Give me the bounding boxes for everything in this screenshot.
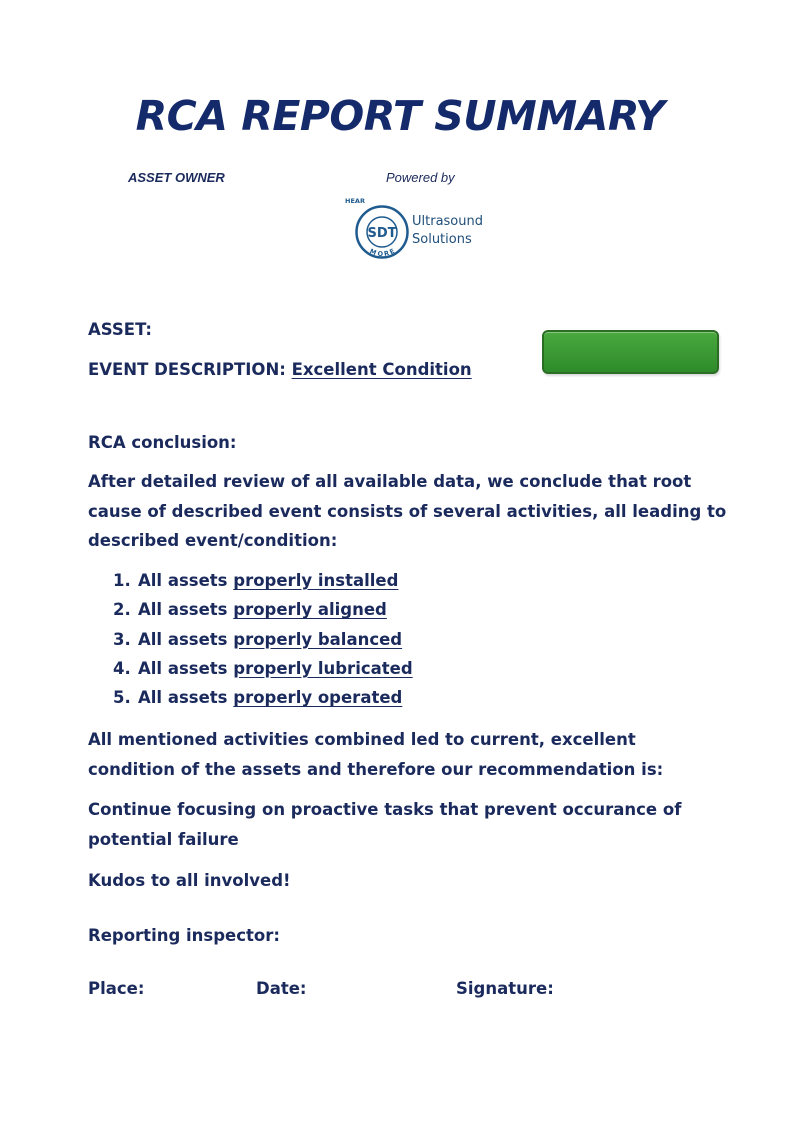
list-item-prefix: All assets	[138, 600, 228, 620]
list-item	[113, 688, 402, 707]
logo-ring-bottom-text: MORE	[368, 247, 396, 259]
list-item	[113, 659, 413, 678]
list-item-highlight: properly installed	[233, 571, 399, 590]
conclusion-summary: All mentioned activities combined led to current, excellent condition of the assets and therefore our recommendation is:	[88, 730, 664, 779]
conclusion-heading: RCA conclusion:	[88, 433, 237, 452]
page-title: RCA REPORT SUMMARY	[135, 92, 665, 140]
logo-wordmark	[412, 213, 483, 249]
logo-badge-text: SDT	[367, 226, 397, 241]
list-item-number: 5.	[113, 688, 131, 708]
list-item-highlight: properly lubricated	[233, 658, 413, 678]
logo-line-2: Solutions	[412, 232, 472, 247]
list-item	[113, 600, 387, 619]
event-description-value: Excellent Condition	[291, 360, 472, 379]
event-description-label: EVENT DESCRIPTION:	[88, 360, 286, 379]
powered-by-label: Powered by	[386, 170, 455, 185]
place-label: Place:	[88, 979, 145, 998]
reporting-inspector-label: Reporting inspector:	[88, 926, 280, 945]
logo-line-1: Ultrasound	[412, 214, 483, 229]
recommendation-text: Continue focusing on proactive tasks that prevent occurance of potential failure	[88, 800, 682, 849]
kudos-text: Kudos to all involved!	[88, 871, 291, 890]
list-item-number: 4.	[113, 658, 131, 678]
list-item-highlight: properly operated	[233, 688, 403, 708]
status-indicator	[542, 330, 719, 374]
list-item-number: 3.	[113, 629, 131, 649]
list-item-prefix: All assets	[138, 629, 228, 649]
list-item-highlight: properly aligned	[233, 600, 387, 620]
sdt-logo	[345, 197, 515, 261]
asset-owner-label: ASSET OWNER	[128, 170, 225, 185]
svg-text:MORE	[368, 247, 395, 258]
list-item-prefix: All assets	[138, 688, 228, 708]
date-label: Date:	[256, 979, 307, 998]
list-item-prefix: All assets	[138, 571, 228, 590]
list-item-number: 2.	[113, 600, 131, 620]
conclusion-intro: After detailed review of all available data, we conclude that root cause of described event consists of several activities, all leading to described event/condition:	[88, 472, 727, 550]
signature-label: Signature:	[456, 979, 554, 998]
list-item	[113, 630, 402, 649]
list-item	[113, 571, 398, 590]
list-item-highlight: properly balanced	[233, 629, 403, 649]
asset-label: ASSET:	[88, 320, 153, 339]
logo-ring-top-text: HEAR	[345, 197, 365, 205]
event-description	[88, 360, 472, 379]
list-item-number: 1.	[113, 571, 131, 590]
list-item-prefix: All assets	[138, 658, 228, 678]
